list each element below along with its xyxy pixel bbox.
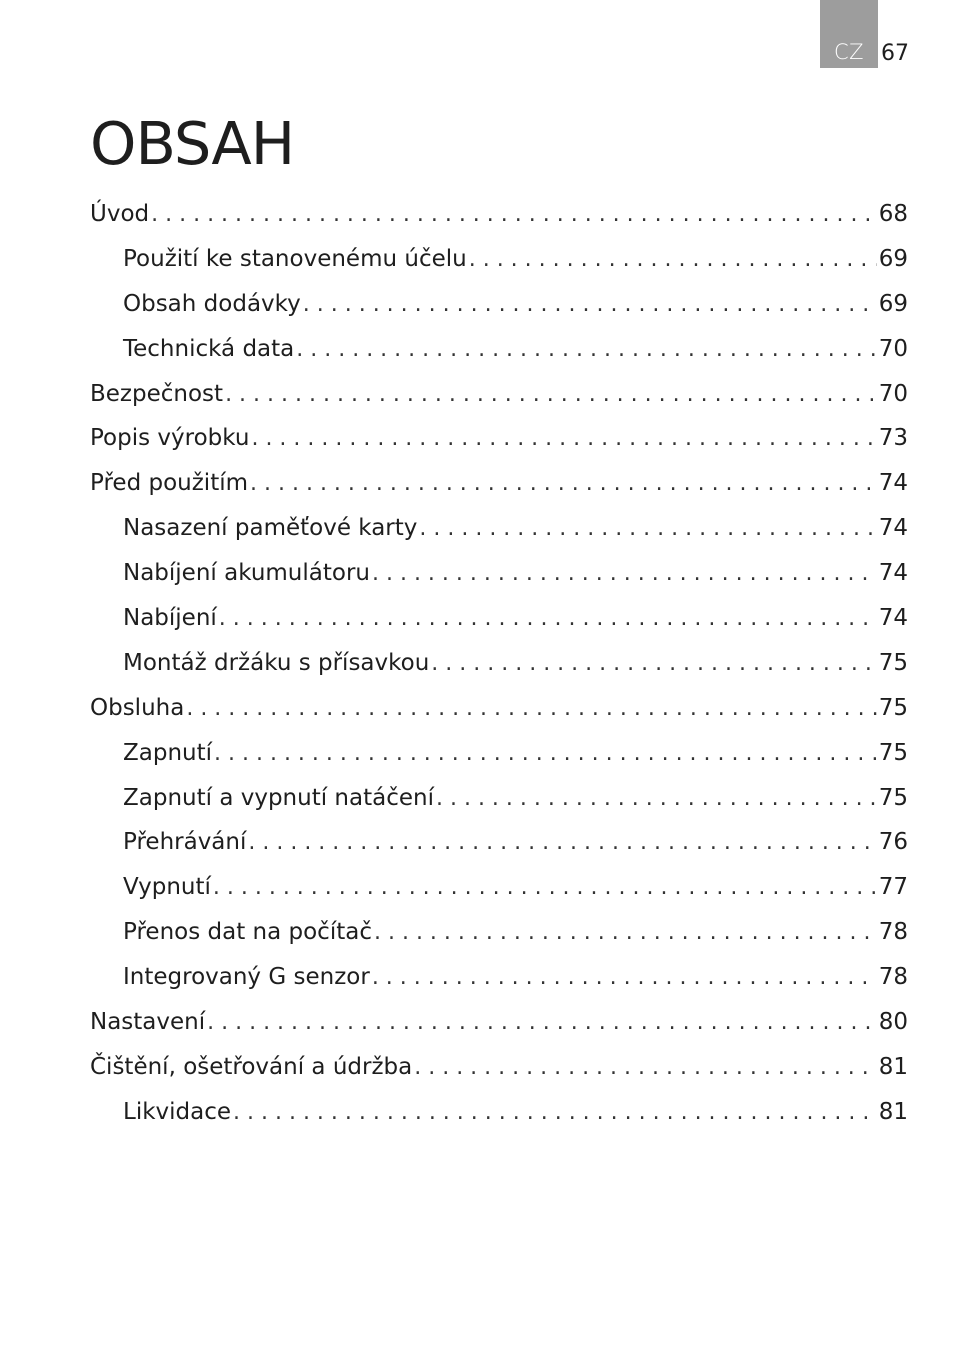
toc-entry-label: Úvod [90, 201, 150, 227]
toc-dot-leader [296, 333, 876, 367]
toc-entry[interactable] [90, 736, 908, 781]
toc-entry-page-number: 74 [878, 560, 908, 587]
toc-entry[interactable] [90, 960, 908, 1005]
toc-entry-label: Obsluha [90, 694, 185, 721]
toc-entry-page-number: 81 [878, 1098, 908, 1125]
toc-dot-leader [207, 1006, 877, 1040]
toc-dot-leader [248, 826, 876, 860]
toc-entry-page-number: 75 [878, 649, 908, 676]
toc-entry[interactable] [90, 825, 908, 870]
page-title: OBSAH [90, 109, 295, 178]
toc-entry-label: Obsah dodávky [123, 290, 301, 317]
language-tab: CZ [820, 0, 878, 68]
toc-entry-page-number: 75 [878, 739, 908, 766]
toc-entry[interactable] [90, 1050, 908, 1095]
toc-entry-page-number: 70 [878, 335, 908, 362]
toc-dot-leader [213, 871, 877, 905]
toc-dot-leader [431, 647, 876, 681]
toc-dot-leader [233, 1096, 877, 1130]
toc-entry[interactable] [90, 1005, 908, 1050]
toc-entry-page-number: 69 [878, 245, 908, 272]
toc-entry[interactable] [90, 781, 908, 826]
toc-entry-label: Nabíjení akumulátoru [123, 560, 370, 587]
toc-entry-page-number: 75 [878, 784, 908, 811]
toc-entry-label: Zapnutí a vypnutí natáčení [123, 784, 434, 811]
toc-dot-leader [251, 422, 876, 456]
toc-entry-page-number: 73 [878, 425, 908, 452]
toc-entry[interactable] [90, 242, 908, 287]
toc-entry-label: Bezpečnost [90, 380, 224, 407]
toc-dot-leader [372, 961, 877, 995]
toc-dot-leader [414, 1051, 876, 1085]
toc-entry-page-number: 80 [878, 1009, 908, 1036]
toc-entry[interactable] [90, 511, 908, 556]
toc-entry-page-number: 78 [878, 964, 908, 991]
toc-dot-leader [372, 557, 877, 591]
toc-entry-label: Likvidace [123, 1098, 232, 1125]
toc-entry-page-number: 75 [878, 694, 908, 721]
toc-entry-label: Před použitím [90, 470, 249, 497]
toc-entry[interactable] [90, 377, 908, 422]
toc-dot-leader [214, 737, 877, 771]
page-number: 67 [881, 41, 909, 66]
toc-dot-leader [303, 288, 877, 322]
toc-entry-page-number: 74 [878, 605, 908, 632]
toc-entry-label: Čištění, ošetřování a údržba [90, 1053, 413, 1080]
toc-entry-page-number: 81 [878, 1053, 908, 1080]
toc-entry-label: Nastavení [90, 1009, 206, 1036]
toc-dot-leader [186, 692, 876, 726]
toc-entry[interactable] [90, 691, 908, 736]
toc-entry-page-number: 68 [878, 201, 908, 227]
toc-entry-label: Popis výrobku [90, 425, 250, 452]
toc-entry-page-number: 74 [878, 470, 908, 497]
toc-entry-page-number: 77 [878, 874, 908, 901]
toc-entry[interactable] [90, 466, 908, 511]
toc-entry-label: Použití ke stanovenému účelu [123, 245, 467, 272]
toc-entry[interactable] [90, 332, 908, 377]
toc-entry-label: Zapnutí [123, 739, 213, 766]
toc-entry-page-number: 74 [878, 515, 908, 542]
toc-entry-label: Nasazení paměťové karty [123, 515, 418, 542]
toc-entry[interactable] [90, 197, 908, 242]
toc-entry-label: Vypnutí [123, 874, 211, 901]
toc-dot-leader [469, 243, 877, 277]
toc-entry[interactable] [90, 915, 908, 960]
toc-dot-leader [151, 198, 877, 232]
toc-entry[interactable] [90, 556, 908, 601]
toc-entry-label: Montáž držáku s přísavkou [123, 649, 430, 676]
toc-entry-label: Nabíjení [123, 605, 217, 632]
toc-entry-page-number: 78 [878, 919, 908, 946]
toc-entry-label: Přenos dat na počítač [123, 919, 372, 946]
table-of-contents [90, 197, 908, 1140]
toc-entry-label: Přehrávání [123, 829, 247, 856]
toc-dot-leader [225, 378, 877, 412]
toc-entry-label: Technická data [123, 335, 295, 362]
toc-dot-leader [219, 602, 877, 636]
toc-dot-leader [250, 467, 877, 501]
toc-entry[interactable] [90, 421, 908, 466]
toc-dot-leader [419, 512, 876, 546]
toc-entry[interactable] [90, 646, 908, 691]
toc-entry-label: Integrovaný G senzor [123, 964, 370, 991]
toc-entry[interactable] [90, 870, 908, 915]
toc-dot-leader [436, 782, 877, 816]
toc-entry[interactable] [90, 1095, 908, 1140]
toc-dot-leader [374, 916, 877, 950]
toc-entry[interactable] [90, 601, 908, 646]
toc-entry-page-number: 70 [878, 380, 908, 407]
toc-entry-page-number: 69 [878, 290, 908, 317]
toc-entry[interactable] [90, 287, 908, 332]
toc-entry-page-number: 76 [878, 829, 908, 856]
